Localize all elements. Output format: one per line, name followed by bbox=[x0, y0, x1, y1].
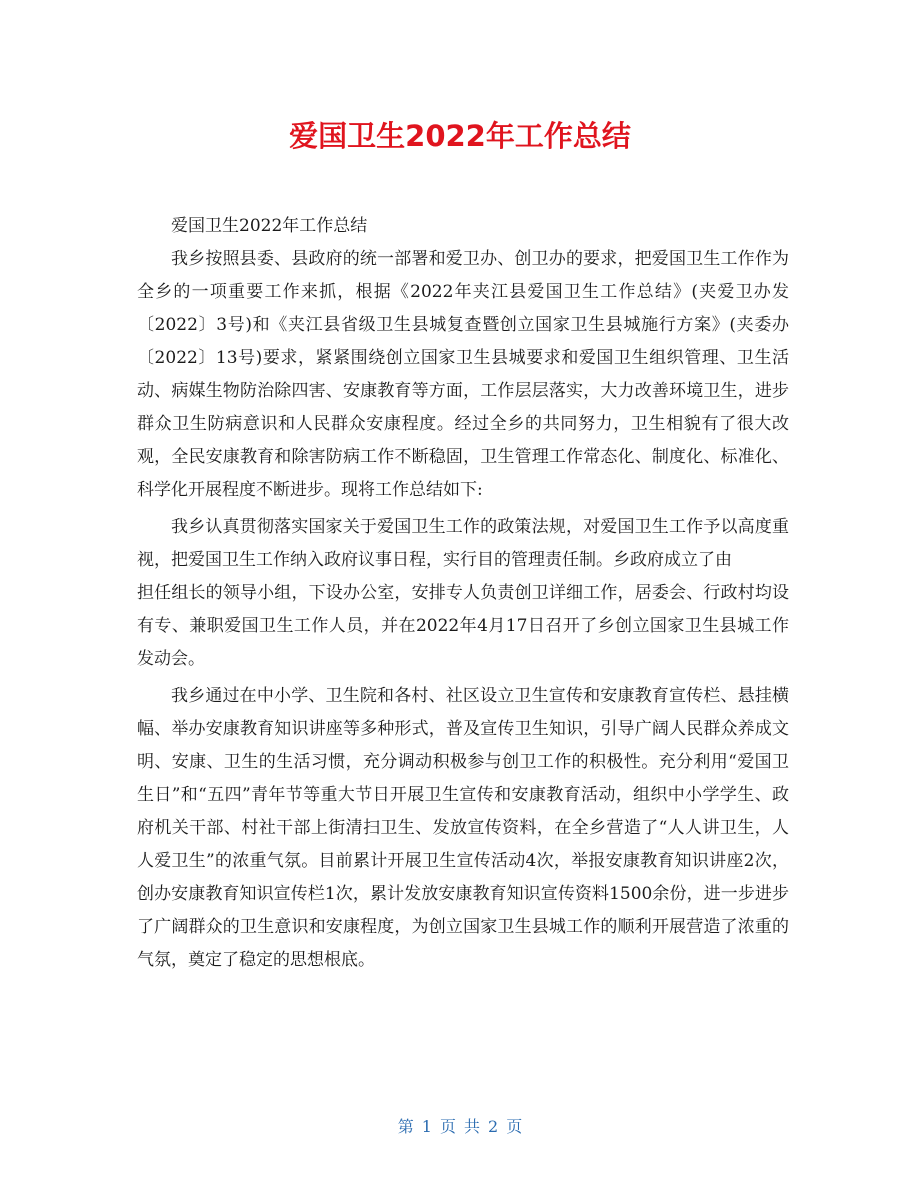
footer-page-word: 页 bbox=[439, 1117, 456, 1136]
document-title: 爱国卫生2022年工作总结 bbox=[289, 119, 631, 153]
footer-total-prefix: 共 bbox=[464, 1117, 481, 1136]
footer-prefix: 第 bbox=[397, 1117, 414, 1136]
paragraph-leadership: 担任组长的领导小组，下设办公室，安排专人负责创卫详细工作，居委会、行政村均设有专、兼职爱国卫生工作人员，并在2022年4月17日召开了乡创立国家卫生县城工作发动会。 bbox=[137, 583, 789, 669]
document-body bbox=[137, 210, 789, 977]
footer-current-page: 1 bbox=[421, 1117, 432, 1136]
paragraph-publicity: 我乡通过在中小学、卫生院和各村、社区设立卫生宣传和安康教育宣传栏、悬挂横幅、举办安康教育知识讲座等多种形式，普及宣传卫生知识，引导广阔人民群众养成文明、安康、卫生的生活习惯，充分调动积极参与创卫工作的积极性。充分利用“爱国卫生日”和“五四”青年节等重大节日开展卫生宣传和安康教育活动，组织中小学学生、政府机关干部、村社干部上街清扫卫生、发放宣传资料，在全乡营造了“人人讲卫生，人人爱卫生”的浓重气氛。目前累计开展卫生宣传活动4次，举报安康教育知识讲座2次，创办安康教育知识宣传栏1次，累计发放安康教育知识宣传资料1500余份，进一步进步了广阔群众的卫生意识和安康程度，为创立国家卫生县城工作的顺利开展营造了浓重的气氛，奠定了稳定的思想根底。 bbox=[137, 686, 789, 970]
footer-total-pages: 2 bbox=[488, 1117, 499, 1136]
paragraph-subtitle: 爱国卫生2022年工作总结 bbox=[171, 216, 368, 236]
paragraph-intro: 我乡按照县委、县政府的统一部署和爱卫办、创卫办的要求，把爱国卫生工作作为全乡的一项重要工作来抓，根据《2022年夹江县爱国卫生工作总结》(夹爱卫办发〔2022〕3号)和《夹江县省级卫生县城复查暨创立国家卫生县城施行方案》(夹委办〔2022〕13号)要求，紧紧围绕创立国家卫生县城要求和爱国卫生组织管理、卫生活动、病媒生物防治除四害、安康教育等方面，工作层层落实，大力改善环境卫生，进步群众卫生防病意识和人民群众安康程度。经过全乡的共同努力，卫生相貌有了很大改观，全民安康教育和除害防病工作不断稳固，卫生管理工作常态化、制度化、标准化、科学化开展程度不断进步。现将工作总结如下: bbox=[137, 249, 789, 500]
page-number-footer bbox=[0, 1114, 920, 1137]
paragraph-policy: 我乡认真贯彻落实国家关于爱国卫生工作的政策法规，对爱国卫生工作予以高度重视，把爱国卫生工作纳入政府议事日程，实行目的管理责任制。乡政府成立了由 bbox=[137, 517, 789, 570]
footer-page-word-2: 页 bbox=[506, 1117, 523, 1136]
